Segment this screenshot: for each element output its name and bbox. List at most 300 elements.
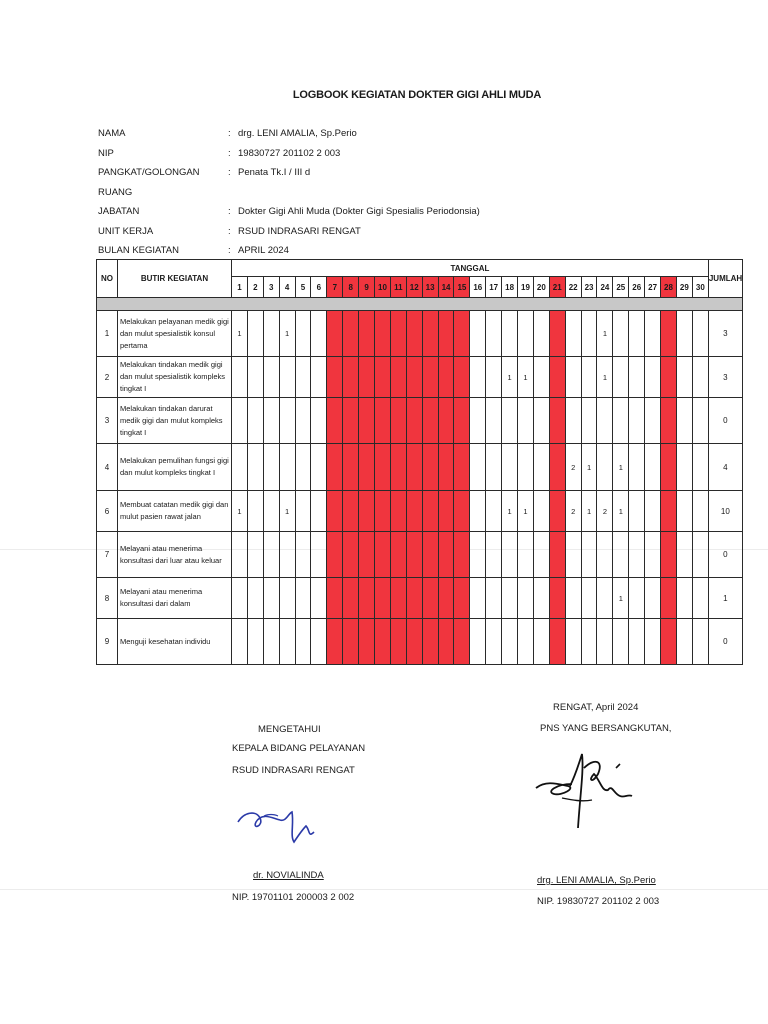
day-cell	[645, 357, 661, 398]
known-label: MENGETAHUI	[258, 724, 321, 735]
day-cell	[549, 491, 565, 532]
day-header-25: 25	[613, 277, 629, 298]
day-cell: 1	[613, 444, 629, 491]
info-value: 19830727 201102 2 003	[238, 147, 341, 159]
item-header: BUTIR KEGIATAN	[118, 260, 232, 298]
day-cell	[518, 578, 534, 619]
day-cell	[327, 444, 343, 491]
info-colon: :	[228, 167, 231, 178]
row-total: 10	[708, 491, 742, 532]
day-cell	[502, 578, 518, 619]
day-cell	[295, 311, 311, 357]
day-cell	[597, 532, 613, 578]
day-cell	[406, 619, 422, 665]
day-cell	[375, 532, 391, 578]
day-cell	[692, 311, 708, 357]
day-cell	[645, 578, 661, 619]
info-label: NAMA	[98, 128, 126, 139]
row-total: 1	[708, 578, 742, 619]
day-cell	[311, 444, 327, 491]
day-cell	[279, 619, 295, 665]
table-row	[97, 578, 743, 619]
day-cell: 2	[565, 491, 581, 532]
day-cell	[438, 619, 454, 665]
day-cell	[311, 357, 327, 398]
day-cell	[581, 532, 597, 578]
day-cell	[311, 619, 327, 665]
day-cell	[359, 532, 375, 578]
day-cell	[565, 532, 581, 578]
day-cell	[263, 619, 279, 665]
day-cell	[263, 311, 279, 357]
day-header-1: 1	[232, 277, 248, 298]
day-cell	[661, 398, 677, 444]
day-cell	[645, 311, 661, 357]
spacer-cell	[97, 298, 743, 311]
day-cell	[279, 398, 295, 444]
day-cell	[343, 578, 359, 619]
day-cell	[470, 444, 486, 491]
day-cell	[518, 398, 534, 444]
pns-nip: NIP. 19830727 201102 2 003	[537, 896, 660, 907]
day-cell	[438, 532, 454, 578]
activity-item: Melakukan tindakan darurat medik gigi dan mulut kompleks tingkat I	[118, 398, 232, 444]
day-cell	[549, 444, 565, 491]
day-cell: 1	[581, 444, 597, 491]
info-value: Dokter Gigi Ahli Muda (Dokter Gigi Spesialis Periodonsia)	[238, 206, 480, 217]
day-cell	[486, 578, 502, 619]
day-cell	[232, 532, 248, 578]
day-cell	[327, 532, 343, 578]
info-colon: :	[228, 225, 231, 237]
day-cell	[327, 357, 343, 398]
head-name: dr. NOVIALINDA	[253, 870, 324, 881]
day-cell	[327, 578, 343, 619]
day-cell	[359, 578, 375, 619]
day-cell	[565, 619, 581, 665]
info-label: BULAN KEGIATAN	[98, 245, 179, 256]
day-cell	[438, 491, 454, 532]
day-cell	[247, 619, 263, 665]
row-number: 3	[97, 398, 118, 444]
day-cell: 1	[581, 491, 597, 532]
day-cell	[375, 398, 391, 444]
activity-item: Melakukan tindakan medik gigi dan mulut spesialistik kompleks tingkat I	[118, 357, 232, 398]
employee-info	[98, 124, 480, 261]
day-cell	[454, 532, 470, 578]
day-cell	[311, 578, 327, 619]
pns-signature	[532, 750, 636, 830]
day-cell	[502, 444, 518, 491]
day-cell	[279, 578, 295, 619]
day-cell	[676, 491, 692, 532]
day-cell	[661, 619, 677, 665]
row-number: 9	[97, 619, 118, 665]
day-cell	[613, 311, 629, 357]
day-cell	[263, 532, 279, 578]
day-cell	[438, 311, 454, 357]
day-cell	[454, 491, 470, 532]
day-cell	[311, 532, 327, 578]
document-title: LOGBOOK KEGIATAN DOKTER GIGI AHLI MUDA	[292, 89, 542, 101]
day-cell	[359, 311, 375, 357]
day-cell	[581, 578, 597, 619]
day-cell	[247, 398, 263, 444]
day-header-14: 14	[438, 277, 454, 298]
day-cell: 1	[502, 491, 518, 532]
day-cell	[263, 357, 279, 398]
day-cell	[533, 491, 549, 532]
day-cell	[470, 578, 486, 619]
day-cell	[486, 398, 502, 444]
day-cell	[533, 619, 549, 665]
day-cell	[597, 619, 613, 665]
day-cell	[470, 311, 486, 357]
day-cell	[375, 444, 391, 491]
day-cell	[692, 619, 708, 665]
day-cell	[645, 619, 661, 665]
day-cell	[263, 444, 279, 491]
day-cell	[406, 532, 422, 578]
day-cell	[390, 491, 406, 532]
day-cell	[533, 357, 549, 398]
day-cell	[661, 578, 677, 619]
scan-artifact-line	[0, 889, 768, 890]
day-cell	[375, 311, 391, 357]
day-header-8: 8	[343, 277, 359, 298]
day-cell	[406, 444, 422, 491]
day-cell	[645, 491, 661, 532]
info-value: APRIL 2024	[238, 245, 289, 256]
table-row	[97, 491, 743, 532]
day-cell	[486, 532, 502, 578]
day-cell: 1	[232, 491, 248, 532]
day-cell	[295, 357, 311, 398]
day-cell	[692, 398, 708, 444]
day-cell	[406, 311, 422, 357]
day-cell	[390, 398, 406, 444]
info-colon: :	[228, 147, 231, 159]
day-header-20: 20	[533, 277, 549, 298]
row-total: 3	[708, 311, 742, 357]
day-cell	[486, 357, 502, 398]
pns-label: PNS YANG BERSANGKUTAN,	[540, 723, 672, 734]
day-cell	[629, 444, 645, 491]
row-number: 7	[97, 532, 118, 578]
day-cell	[661, 357, 677, 398]
day-cell	[422, 532, 438, 578]
activity-item: Membuat catatan medik gigi dan mulut pasien rawat jalan	[118, 491, 232, 532]
day-header-28: 28	[661, 277, 677, 298]
day-cell	[454, 619, 470, 665]
day-cell	[422, 311, 438, 357]
day-cell	[676, 619, 692, 665]
day-header-6: 6	[311, 277, 327, 298]
row-number: 2	[97, 357, 118, 398]
day-cell	[676, 398, 692, 444]
day-cell	[676, 578, 692, 619]
day-header-3: 3	[263, 277, 279, 298]
day-cell	[295, 444, 311, 491]
activity-item: Menguji kesehatan individu	[118, 619, 232, 665]
day-cell	[565, 357, 581, 398]
day-cell	[645, 444, 661, 491]
logbook-table	[96, 259, 743, 665]
day-cell: 2	[565, 444, 581, 491]
day-cell	[375, 578, 391, 619]
day-header-10: 10	[375, 277, 391, 298]
table-row	[97, 398, 743, 444]
info-row-jabatan	[98, 202, 480, 222]
day-cell	[327, 491, 343, 532]
day-cell	[581, 357, 597, 398]
day-cell	[470, 619, 486, 665]
day-cell	[661, 311, 677, 357]
day-cell	[518, 532, 534, 578]
day-cell	[502, 619, 518, 665]
activity-item: Melayani atau menerima konsultasi dari luar atau keluar	[118, 532, 232, 578]
day-header-15: 15	[454, 277, 470, 298]
day-header-17: 17	[486, 277, 502, 298]
table-header-row	[97, 260, 743, 277]
day-cell	[232, 398, 248, 444]
day-cell: 1	[597, 311, 613, 357]
day-cell	[629, 357, 645, 398]
day-cell	[422, 578, 438, 619]
day-cell	[629, 491, 645, 532]
day-cell	[311, 311, 327, 357]
day-cell	[343, 357, 359, 398]
day-cell	[247, 444, 263, 491]
day-cell	[470, 398, 486, 444]
day-cell	[486, 444, 502, 491]
day-cell	[549, 578, 565, 619]
day-header-24: 24	[597, 277, 613, 298]
day-header-5: 5	[295, 277, 311, 298]
day-cell	[629, 619, 645, 665]
day-cell	[343, 532, 359, 578]
row-number: 8	[97, 578, 118, 619]
day-cell	[247, 311, 263, 357]
day-cell	[327, 619, 343, 665]
day-cell	[502, 311, 518, 357]
info-row-unit	[98, 222, 480, 242]
info-colon: :	[228, 128, 231, 139]
day-cell	[263, 398, 279, 444]
day-cell	[390, 619, 406, 665]
table-body	[97, 298, 743, 665]
day-cell: 1	[279, 491, 295, 532]
day-cell	[454, 357, 470, 398]
day-cell	[422, 619, 438, 665]
day-cell: 1	[518, 357, 534, 398]
day-header-18: 18	[502, 277, 518, 298]
day-cell	[406, 578, 422, 619]
row-total: 0	[708, 398, 742, 444]
day-header-13: 13	[422, 277, 438, 298]
table-row	[97, 311, 743, 357]
info-row-nip	[98, 144, 480, 164]
day-cell	[549, 619, 565, 665]
day-cell	[565, 311, 581, 357]
day-cell	[533, 578, 549, 619]
day-cell	[676, 311, 692, 357]
day-cell	[549, 398, 565, 444]
day-cell	[565, 398, 581, 444]
day-cell	[343, 398, 359, 444]
day-cell	[692, 444, 708, 491]
head-nip: NIP. 19701101 200003 2 002	[232, 892, 355, 903]
day-cell	[422, 444, 438, 491]
day-cell	[549, 311, 565, 357]
day-cell	[565, 578, 581, 619]
day-cell	[232, 357, 248, 398]
info-colon: :	[228, 206, 231, 217]
day-cell	[375, 357, 391, 398]
day-cell	[438, 578, 454, 619]
day-cell	[263, 578, 279, 619]
day-cell	[502, 398, 518, 444]
day-cell	[661, 532, 677, 578]
day-cell	[692, 357, 708, 398]
day-cell	[454, 311, 470, 357]
day-cell	[295, 398, 311, 444]
spacer-row	[97, 298, 743, 311]
day-cell	[502, 532, 518, 578]
day-header-11: 11	[390, 277, 406, 298]
day-cell	[390, 444, 406, 491]
day-header-27: 27	[645, 277, 661, 298]
table-row	[97, 357, 743, 398]
day-cell	[406, 357, 422, 398]
day-cell	[533, 444, 549, 491]
day-cell	[343, 619, 359, 665]
day-cell	[692, 532, 708, 578]
info-label: NIP	[98, 147, 114, 159]
day-cell	[279, 532, 295, 578]
info-label: JABATAN	[98, 206, 140, 217]
day-cell	[247, 491, 263, 532]
day-cell	[692, 491, 708, 532]
day-cell	[295, 491, 311, 532]
day-cell	[533, 532, 549, 578]
day-cell	[518, 311, 534, 357]
day-cell: 1	[518, 491, 534, 532]
day-header-9: 9	[359, 277, 375, 298]
day-cell	[549, 357, 565, 398]
day-cell	[232, 444, 248, 491]
day-cell	[247, 532, 263, 578]
row-number: 4	[97, 444, 118, 491]
day-cell	[661, 491, 677, 532]
day-header-16: 16	[470, 277, 486, 298]
day-cell	[613, 357, 629, 398]
day-cell	[581, 619, 597, 665]
day-header-21: 21	[549, 277, 565, 298]
day-cell	[247, 357, 263, 398]
day-cell	[645, 398, 661, 444]
day-cell	[406, 398, 422, 444]
day-cell	[661, 444, 677, 491]
info-value: RSUD INDRASARI RENGAT	[238, 225, 361, 237]
table-row	[97, 532, 743, 578]
row-total: 0	[708, 619, 742, 665]
day-cell	[438, 357, 454, 398]
day-cell	[629, 398, 645, 444]
date-header: TANGGAL	[232, 260, 709, 277]
activity-item: Melakukan pemulihan fungsi gigi dan mulut kompleks tingkat I	[118, 444, 232, 491]
day-cell	[470, 532, 486, 578]
info-label: PANGKAT/GOLONGAN RUANG	[98, 167, 200, 198]
day-cell	[422, 398, 438, 444]
day-cell	[581, 311, 597, 357]
day-cell	[375, 491, 391, 532]
day-cell	[676, 357, 692, 398]
row-total: 4	[708, 444, 742, 491]
info-value: Penata Tk.I / III d	[238, 167, 311, 178]
info-row-pangkat	[98, 163, 480, 202]
day-cell	[295, 578, 311, 619]
day-cell	[645, 532, 661, 578]
day-cell	[375, 619, 391, 665]
no-header: NO	[97, 260, 118, 298]
day-cell	[232, 578, 248, 619]
day-cell	[311, 398, 327, 444]
activity-item: Melayani atau menerima konsultasi dari dalam	[118, 578, 232, 619]
day-cell	[390, 578, 406, 619]
head-unit: RSUD INDRASARI RENGAT	[232, 765, 355, 776]
day-cell	[613, 619, 629, 665]
day-cell	[422, 491, 438, 532]
day-header-7: 7	[327, 277, 343, 298]
pns-name: drg. LENI AMALIA, Sp.Perio	[537, 875, 656, 886]
day-cell	[359, 491, 375, 532]
day-cell: 1	[232, 311, 248, 357]
day-header-4: 4	[279, 277, 295, 298]
day-header-30: 30	[692, 277, 708, 298]
day-header-2: 2	[247, 277, 263, 298]
day-cell	[327, 398, 343, 444]
day-header-23: 23	[581, 277, 597, 298]
day-cell	[232, 619, 248, 665]
day-header-12: 12	[406, 277, 422, 298]
day-cell	[359, 357, 375, 398]
info-row-nama	[98, 124, 480, 144]
day-cell	[438, 398, 454, 444]
head-signature	[234, 800, 326, 852]
day-cell	[359, 619, 375, 665]
day-cell	[422, 357, 438, 398]
day-cell	[486, 491, 502, 532]
day-header-19: 19	[518, 277, 534, 298]
day-cell	[343, 311, 359, 357]
day-cell	[549, 532, 565, 578]
info-colon: :	[228, 245, 231, 256]
day-cell	[454, 444, 470, 491]
day-cell	[486, 311, 502, 357]
day-cell	[676, 444, 692, 491]
day-cell	[518, 619, 534, 665]
table-row	[97, 444, 743, 491]
day-cell	[692, 578, 708, 619]
info-row-bulan	[98, 241, 480, 261]
day-cell	[518, 444, 534, 491]
day-cell	[454, 398, 470, 444]
day-header-22: 22	[565, 277, 581, 298]
day-cell	[676, 532, 692, 578]
day-cell	[533, 398, 549, 444]
head-label: KEPALA BIDANG PELAYANAN	[232, 743, 366, 754]
